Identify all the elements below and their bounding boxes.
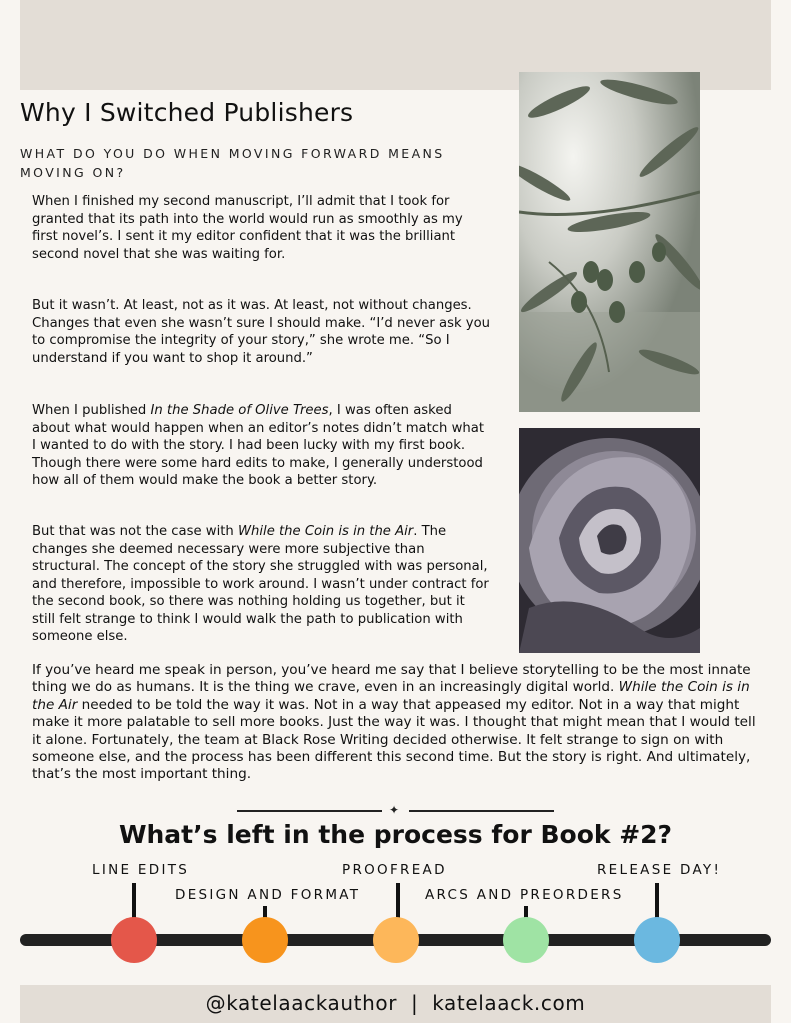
step-dot-release-day: [634, 917, 680, 963]
book-title-olive-trees: In the Shade of Olive Trees: [150, 403, 329, 418]
divider-ornament: ✦: [389, 803, 400, 817]
step-dot-line-edits: [111, 917, 157, 963]
section-divider: [237, 803, 555, 817]
step-label-proofread: PROOFREAD: [342, 862, 447, 878]
step-label-design-format: DESIGN AND FORMAT: [175, 887, 361, 903]
book-title-coin-2: While the Coin is in the Air: [32, 679, 750, 713]
paragraph-2: But it wasn’t. At least, not as it was. At least, not without changes. Changes that even she wasn’t sure I should make. “I’d never ask you to compromise the integrity of your story,” she wrote me. “So I understand if you want to shop it around.”: [32, 298, 491, 366]
step-label-arcs-preorders: ARCS AND PREORDERS: [425, 887, 624, 903]
olive-branch-photo: [519, 72, 700, 412]
paragraph-3: When I published In the Shade of Olive Trees, I was often asked about what would happen when an editor’s notes didn’t match what I wanted to do with the story. I had been lucky with my first book. Though there were some hard edits to make, I generally understood how all of them would make the book a better story.: [32, 403, 485, 488]
rose-photo: [519, 428, 700, 653]
footer-band: [20, 985, 771, 1023]
paragraph-4: But that was not the case with While the Coin is in the Air. The changes she deemed necessary were more subjective than structural. The concept of the story she struggled with was personal, and therefore, impossible to work around. I wasn’t under contract for the second book, so there was nothing holding us together, but it still felt strange to think I would walk the path to publication with someone else.: [32, 524, 489, 644]
paragraph-5: If you’ve heard me speak in person, you’ve heard me say that I believe storytelling to be the most innate thing we do as humans. It is the thing we crave, even in an increasingly digital world. While the Coin is in the Air needed to be told the way it was. Not in a way that appeased my editor. Not in a way that might make it more palatable to sell more books. Just the way it was. I thought that might mean that I would tell it alone. Fortunately, the team at Black Rose Writing decided otherwise. It felt strange to sign on with someone else, and the process has been different this second time. But the story is right. And ultimately, that’s the most important thing.: [32, 662, 756, 783]
footer-contact: @katelaackauthor | katelaack.com: [205, 991, 586, 1015]
step-dot-design-format: [242, 917, 288, 963]
step-label-release-day: RELEASE DAY!: [597, 862, 722, 878]
book-title-coin: While the Coin is in the Air: [237, 524, 414, 539]
step-dot-arcs-preorders: [503, 917, 549, 963]
step-label-line-edits: LINE EDITS: [92, 862, 190, 878]
step-dot-proofread: [373, 917, 419, 963]
paragraph-1: When I finished my second manuscript, I’ll admit that I took for granted that its path into the world would run as smoothly as my first novel’s. I sent it my editor confident that it was the brilliant second novel that she was waiting for.: [32, 194, 463, 262]
page-subtitle: WHAT DO YOU DO WHEN MOVING FORWARD MEANS MOVING ON?: [20, 146, 445, 180]
page-title: Why I Switched Publishers: [20, 98, 354, 127]
process-title: What’s left in the process for Book #2?: [118, 820, 673, 849]
